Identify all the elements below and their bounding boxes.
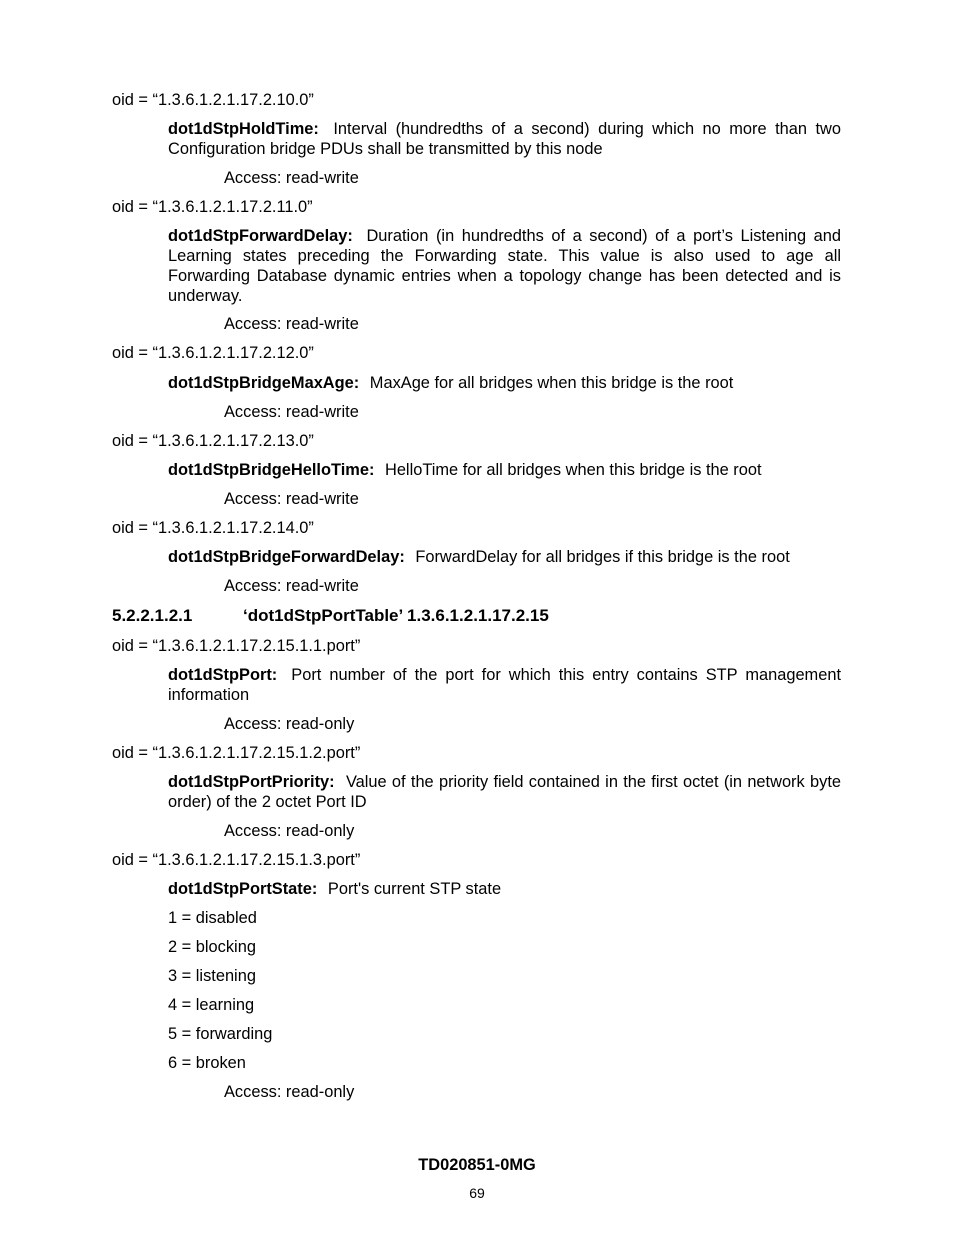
- definition-text: Duration (in hundredths of a second) of a port’s Listening and Learning states preceding the Forwarding state. This value is also used to age all Forwarding Database dynamic entries when a topology change has been detected and is underway.: [168, 227, 841, 305]
- oid-line: oid = “1.3.6.1.2.1.17.2.13.0”: [112, 432, 314, 450]
- access-line: Access: read-write: [224, 577, 359, 595]
- access-line: Access: read-write: [224, 403, 359, 421]
- section-number: 5.2.2.1.2.1: [112, 606, 193, 625]
- oid-line: oid = “1.3.6.1.2.1.17.2.12.0”: [112, 344, 314, 362]
- definition-term: dot1dStpPortState:: [168, 880, 318, 898]
- oid-line: oid = “1.3.6.1.2.1.17.2.14.0”: [112, 519, 314, 537]
- oid-line: oid = “1.3.6.1.2.1.17.2.10.0”: [112, 91, 314, 109]
- access-line: Access: read-write: [224, 315, 359, 333]
- state-value-item: 4 = learning: [168, 996, 255, 1014]
- definition-paragraph: [168, 373, 841, 393]
- access-line: Access: read-only: [224, 715, 355, 733]
- state-value-item: 1 = disabled: [168, 909, 257, 927]
- definition-paragraph: [168, 460, 841, 480]
- definition-term: dot1dStpPortPriority:: [168, 773, 335, 791]
- oid-line: oid = “1.3.6.1.2.1.17.2.15.1.2.port”: [112, 744, 361, 762]
- definition-term: dot1dStpForwardDelay:: [168, 227, 353, 245]
- footer-page-number: 69: [469, 1185, 485, 1201]
- definition-paragraph: [168, 879, 841, 899]
- definition-term: dot1dStpPort:: [168, 666, 278, 684]
- definition-text: Port number of the port for which this entry contains STP management information: [168, 666, 841, 704]
- state-value-item: 5 = forwarding: [168, 1025, 273, 1043]
- access-line: Access: read-write: [224, 490, 359, 508]
- definition-text: MaxAge for all bridges when this bridge is the root: [369, 374, 734, 392]
- state-value-item: 2 = blocking: [168, 938, 256, 956]
- definition-term: dot1dStpHoldTime:: [168, 120, 319, 138]
- definition-text: HelloTime for all bridges when this bridge is the root: [384, 461, 762, 479]
- definition-paragraph: [168, 119, 841, 159]
- definition-text: Value of the priority field contained in the first octet (in network byte order) of the 2 octet Port ID: [168, 773, 841, 811]
- definition-term: dot1dStpBridgeMaxAge:: [168, 374, 360, 392]
- oid-line: oid = “1.3.6.1.2.1.17.2.15.1.3.port”: [112, 851, 361, 869]
- definition-text: Port's current STP state: [327, 880, 502, 898]
- access-line: Access: read-write: [224, 169, 359, 187]
- section-heading: [112, 606, 549, 626]
- oid-line: oid = “1.3.6.1.2.1.17.2.11.0”: [112, 198, 313, 216]
- definition-paragraph: [168, 665, 841, 705]
- footer-document-id: TD020851-0MG: [418, 1156, 536, 1174]
- state-value-item: 6 = broken: [168, 1054, 246, 1072]
- definition-term: dot1dStpBridgeForwardDelay:: [168, 548, 405, 566]
- state-value-item: 3 = listening: [168, 967, 256, 985]
- definition-paragraph: [168, 772, 841, 812]
- section-title: ‘dot1dStpPortTable’ 1.3.6.1.2.1.17.2.15: [243, 606, 549, 625]
- access-line: Access: read-only: [224, 1083, 355, 1101]
- definition-paragraph: [168, 547, 841, 567]
- oid-line: oid = “1.3.6.1.2.1.17.2.15.1.1.port”: [112, 637, 361, 655]
- definition-text: ForwardDelay for all bridges if this bridge is the root: [415, 548, 790, 566]
- definition-term: dot1dStpBridgeHelloTime:: [168, 461, 375, 479]
- definition-paragraph: [168, 226, 841, 306]
- access-line: Access: read-only: [224, 822, 355, 840]
- definition-text: Interval (hundredths of a second) during which no more than two Configuration bridge PDUs shall be transmitted by this node: [168, 120, 842, 158]
